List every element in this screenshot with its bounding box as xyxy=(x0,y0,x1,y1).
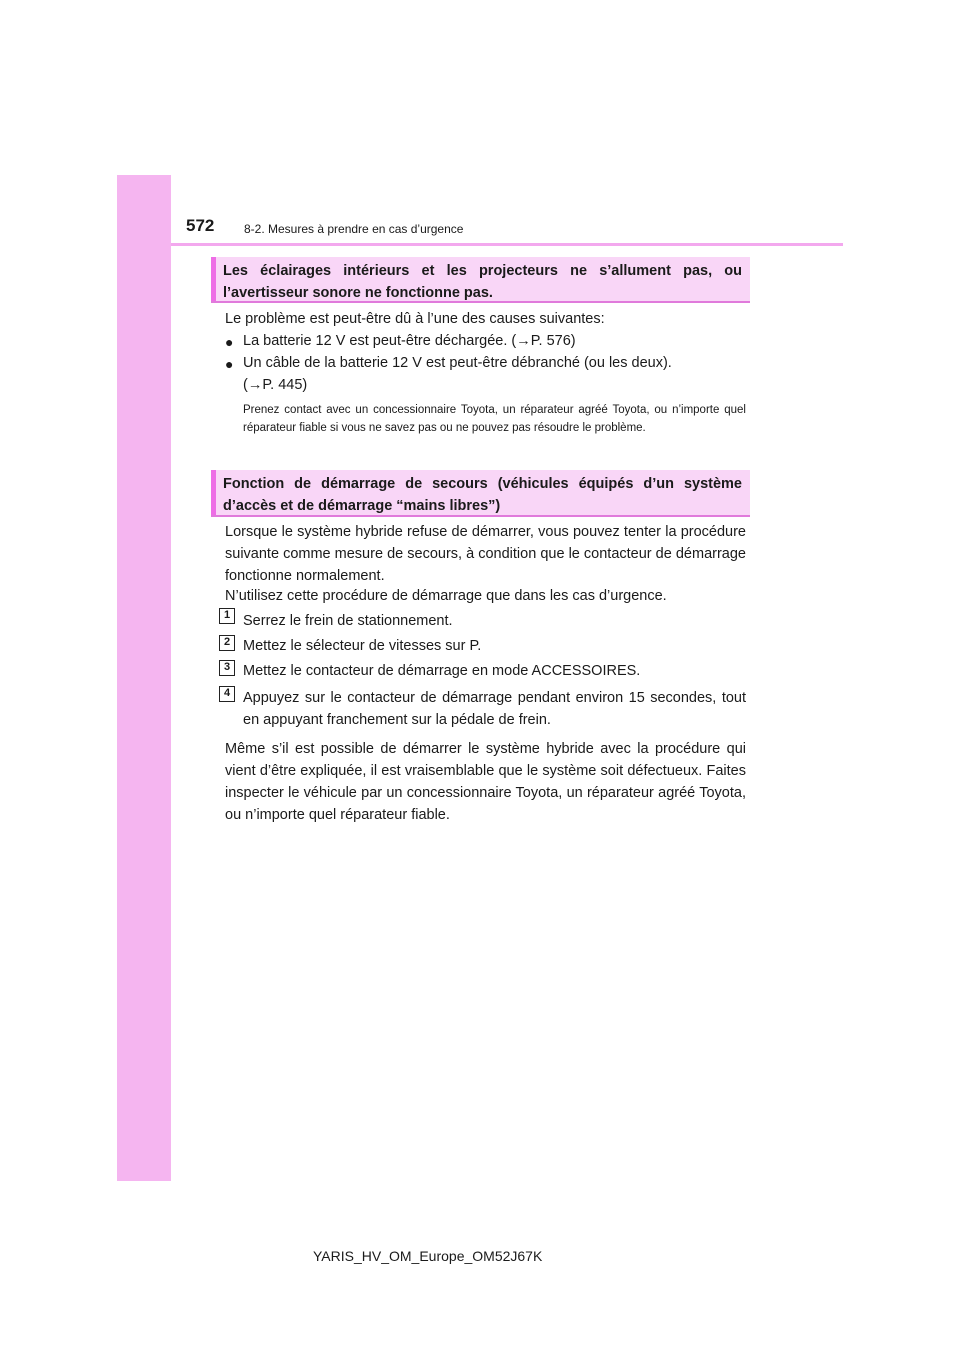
section2-intro: Lorsque le système hybride refuse de démarrer, vous pouvez tenter la procédure suivante comme mesure de secours, à condition que le contacteur de démarrage fonctionne normalement. xyxy=(225,524,746,584)
chapter-sidebar-tab xyxy=(117,175,171,1181)
section-title: 8-2. Mesures à prendre en cas d’urgence xyxy=(244,222,464,236)
section-heading-lights xyxy=(211,257,750,303)
bullet-icon: ● xyxy=(225,334,234,350)
bullet-item-battery: La batterie 12 V est peut-être déchargée. (→P. 576) xyxy=(243,333,576,349)
section2-intro-warning: N’utilisez cette procédure de démarrage que dans les cas d’urgence. xyxy=(225,588,667,604)
section-heading-emergency-start xyxy=(211,470,750,517)
step-number-badge: 4 xyxy=(219,686,235,702)
section2-closing: Même s’il est possible de démarrer le système hybride avec la procédure qui vient d’être expliquée, il est vraisemblable que le système soit défectueux. Faites inspecter le véhicule par un concessionnaire Toyota, un réparateur agréé Toyota, ou n’importe quel réparateur fiable. xyxy=(225,741,746,823)
step-text: Appuyez sur le contacteur de démarrage pendant environ 15 secondes, tout en appuyant franchement sur la pédale de frein. xyxy=(243,690,746,728)
bullet-item-cable-ref: (→P. 445) xyxy=(243,377,308,393)
step-text: Serrez le frein de stationnement. xyxy=(243,613,453,629)
step-number-badge: 3 xyxy=(219,660,235,676)
step-number-badge: 2 xyxy=(219,635,235,651)
page-number: 572 xyxy=(186,216,215,235)
step-text: Mettez le sélecteur de vitesses sur P. xyxy=(243,638,482,654)
section1-note: Prenez contact avec un concessionnaire Toyota, un réparateur agréé Toyota, ou n’importe quel réparateur fiable si vous ne savez pas ou ne pouvez pas résoudre le problème. xyxy=(243,404,746,434)
header-divider xyxy=(171,243,843,246)
step-text: Mettez le contacteur de démarrage en mode ACCESSOIRES. xyxy=(243,663,641,679)
bullet-item-cable: Un câble de la batterie 12 V est peut-être débranché (ou les deux). xyxy=(243,355,672,371)
section1-intro: Le problème est peut-être dû à l’une des causes suivantes: xyxy=(225,311,605,327)
document-footer-id: YARIS_HV_OM_Europe_OM52J67K xyxy=(313,1248,543,1264)
step-number-badge: 1 xyxy=(219,608,235,624)
section-heading-emergency-start-text: Fonction de démarrage de secours (véhicules équipés d’un système d’accès et de démarrage “mains libres”) xyxy=(223,476,742,514)
bullet-icon: ● xyxy=(225,356,234,372)
section-heading-lights-text: Les éclairages intérieurs et les projecteurs ne s’allument pas, ou l’avertisseur sonore ne fonctionne pas. xyxy=(223,263,742,301)
